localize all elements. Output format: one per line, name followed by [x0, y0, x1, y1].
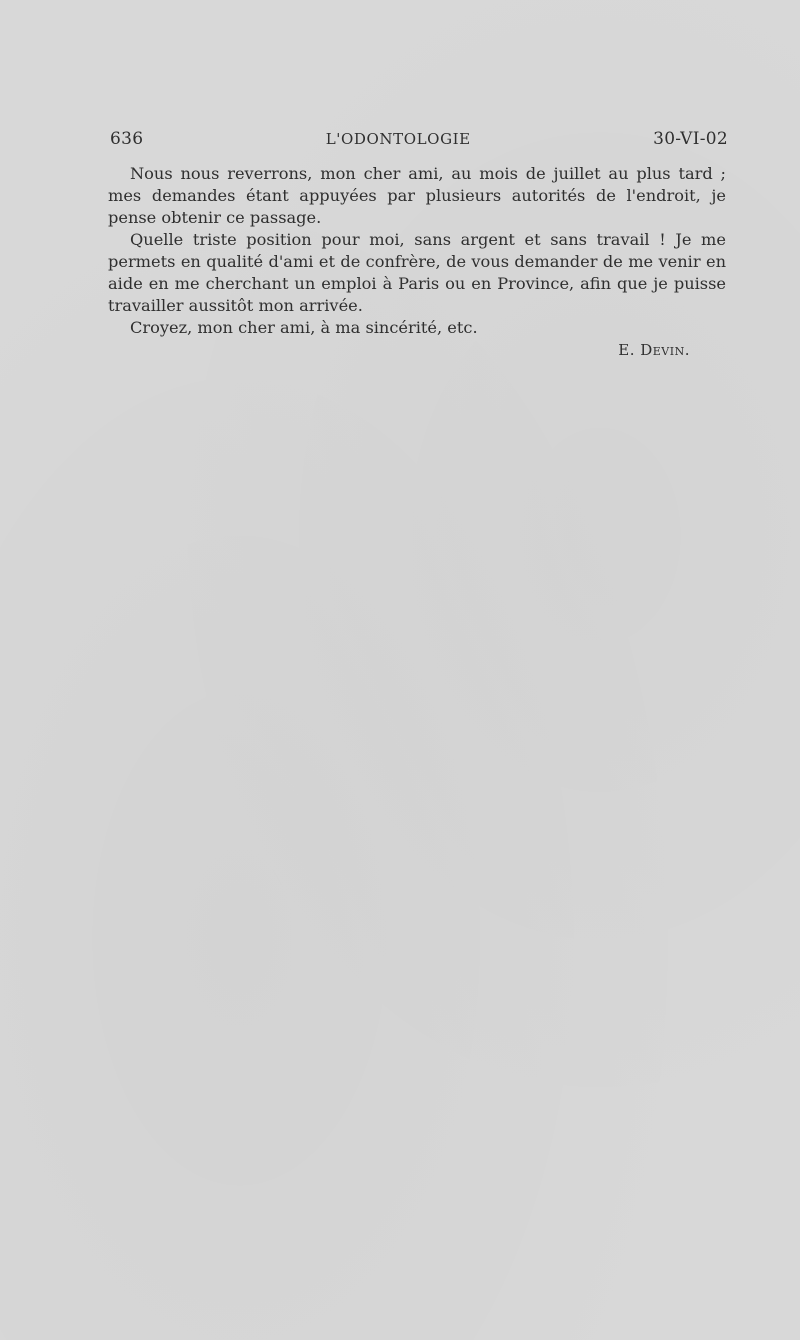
letter-body [108, 163, 726, 361]
signature: E. Devin. [618, 341, 690, 359]
issue-date: 30-VI-02 [653, 129, 728, 149]
paragraph-3: Croyez, mon cher ami, à ma sincérité, etc. [130, 318, 478, 337]
page-number: 636 [110, 129, 144, 149]
running-header [110, 129, 728, 155]
paragraph-1: Nous nous reverrons, mon cher ami, au mois de juillet au plus tard ; mes demandes étant appuyées par plusieurs autorités de l'endroit, je pense obtenir ce passage. [108, 164, 726, 227]
paragraph-2: Quelle triste position pour moi, sans argent et sans travail ! Je me permets en qualité d'ami et de confrère, de vous demander de me venir en aide en me cherchant un emploi à Paris ou en Province, afin que je puisse travailler aussitôt mon arrivée. [108, 230, 726, 315]
journal-title: L'ODONTOLOGIE [325, 130, 471, 148]
